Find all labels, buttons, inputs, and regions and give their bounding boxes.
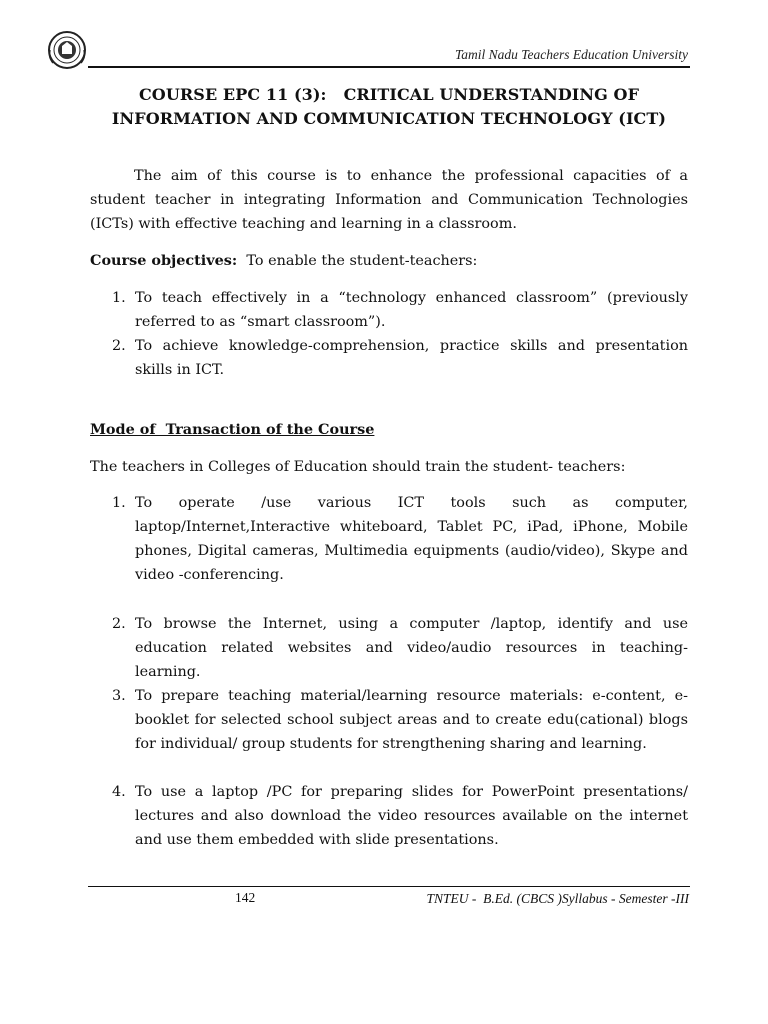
objectives-intro: To enable the student-teachers:	[246, 253, 478, 269]
list-item-number: 3.	[112, 688, 126, 704]
list-item	[90, 780, 688, 852]
list-item-number: 2.	[112, 616, 126, 632]
list-item	[90, 612, 688, 684]
list-item-text: To prepare teaching material/learning resource materials: e-content, e-booklet for selected school subject areas and to create edu(cational) blogs for individual/ group students for strengthening sharing and learning.	[135, 688, 688, 752]
list-item	[90, 491, 688, 587]
aim-paragraph	[90, 164, 688, 236]
university-name: Tamil Nadu Teachers Education University	[454, 47, 688, 62]
course-title-line-1: COURSE EPC 11 (3): CRITICAL UNDERSTANDING OF	[138, 85, 640, 104]
list-item-text: To achieve knowledge-comprehension, practice skills and presentation skills in ICT.	[135, 338, 688, 378]
list-item-text: To teach effectively in a “technology enhanced classroom” (previously referred to as “smart classroom”).	[135, 290, 688, 330]
course-title	[88, 83, 690, 131]
objectives-list	[90, 286, 688, 382]
mode-list-item-1	[90, 491, 688, 587]
objectives-line	[90, 249, 688, 273]
list-item-text: To operate /use various ICT tools such as computer, laptop/Internet,Interactive whiteboard, Tablet PC, iPad, iPhone, Mobile phones, Digital cameras, Multimedia equipments (audio/video), Skype and video -conferencing.	[135, 495, 688, 583]
list-item	[90, 684, 688, 756]
list-item-text: To use a laptop /PC for preparing slides for PowerPoint presentations/ lectures and also download the video resources available on the internet and use them embedded with slide presentations.	[135, 784, 688, 848]
footer-text: TNTEU - B.Ed. (CBCS )Syllabus - Semester -III	[426, 891, 689, 906]
course-title-line-2: INFORMATION AND COMMUNICATION TECHNOLOGY (ICT)	[111, 109, 667, 128]
list-item	[90, 334, 688, 382]
list-item-number: 4.	[112, 784, 126, 800]
list-item-text: To browse the Internet, using a computer /laptop, identify and use education related websites and video/audio resources in teaching- learning.	[135, 616, 688, 680]
mode-list-item-4	[90, 780, 688, 852]
mode-intro: The teachers in Colleges of Education should train the student- teachers:	[90, 459, 626, 475]
list-item-number: 2.	[112, 338, 126, 354]
list-item-number: 1.	[112, 495, 126, 511]
mode-list-item-3	[90, 684, 688, 756]
list-item-number: 1.	[112, 290, 126, 306]
list-item	[90, 286, 688, 334]
page-number: 142	[235, 890, 256, 905]
header-divider	[88, 66, 690, 68]
aim-text: The aim of this course is to enhance the professional capacities of a student teacher in integrating Information and Communication Technologies (ICTs) with effective teaching and learning in a classroom.	[90, 168, 688, 232]
mode-list-item-2	[90, 612, 688, 684]
university-seal-icon	[47, 30, 87, 70]
objectives-label: Course objectives:	[90, 252, 238, 269]
mode-heading: Mode of Transaction of the Course	[90, 421, 375, 438]
footer-divider	[88, 886, 690, 887]
